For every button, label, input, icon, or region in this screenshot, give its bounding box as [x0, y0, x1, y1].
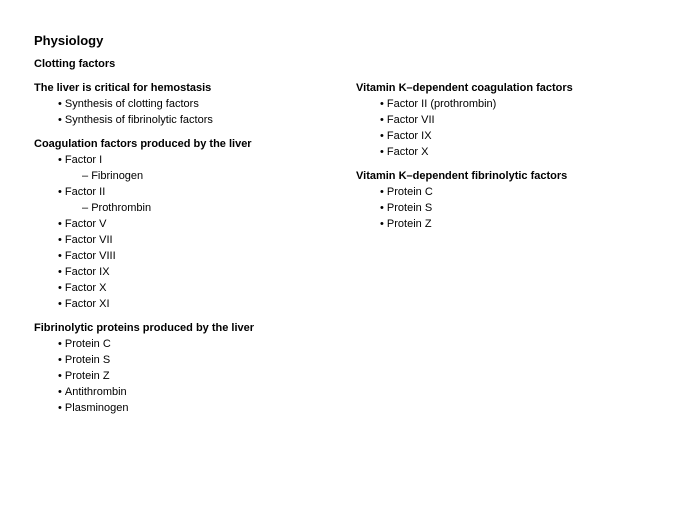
section-heading: The liver is critical for hemostasis [34, 82, 212, 94]
list-item: • Factor X [34, 280, 254, 296]
list-item: • Antithrombin [34, 384, 254, 400]
sub-list-item: – Prothrombin [34, 200, 254, 216]
list-item: • Factor XI [34, 296, 254, 312]
section-vitamin-k-dependent-coagulation-factors [356, 80, 573, 160]
section-the-liver-is-critical-for-hemostasis [34, 80, 254, 128]
list-item: • Factor VII [356, 112, 573, 128]
bullet-list [356, 184, 573, 232]
right-column [356, 80, 573, 240]
list-item: • Protein C [356, 184, 573, 200]
list-item: • Protein Z [34, 368, 254, 384]
list-item: • Protein C [34, 336, 254, 352]
section-heading: Fibrinolytic proteins produced by the liver [34, 322, 255, 334]
list-item: • Factor V [34, 216, 254, 232]
section-heading: Coagulation factors produced by the liver [34, 138, 252, 150]
list-item: • Synthesis of fibrinolytic factors [34, 112, 254, 128]
list-item: • Factor II [34, 184, 254, 200]
left-column [34, 80, 254, 424]
list-item: • Factor VII [34, 232, 254, 248]
list-item: • Factor II (prothrombin) [356, 96, 573, 112]
list-item: • Factor IX [356, 128, 573, 144]
list-item: • Synthesis of clotting factors [34, 96, 254, 112]
page-title: Physiology [34, 33, 104, 48]
sub-list-item: – Fibrinogen [34, 168, 254, 184]
section-coagulation-factors-produced-by-the-liver [34, 136, 254, 312]
section-fibrinolytic-proteins-produced-by-the-liver [34, 320, 254, 416]
bullet-list [34, 152, 254, 312]
list-item: • Protein Z [356, 216, 573, 232]
list-item: • Factor IX [34, 264, 254, 280]
bullet-list [356, 96, 573, 160]
section-heading: Vitamin K–dependent fibrinolytic factors [356, 170, 568, 182]
list-item: • Protein S [356, 200, 573, 216]
bullet-list [34, 336, 254, 416]
list-item: • Factor X [356, 144, 573, 160]
section-vitamin-k-dependent-fibrinolytic-factors [356, 168, 573, 232]
list-item: • Factor I [34, 152, 254, 168]
list-item: • Plasminogen [34, 400, 254, 416]
bullet-list [34, 96, 254, 128]
list-item: • Protein S [34, 352, 254, 368]
section-heading: Vitamin K–dependent coagulation factors [356, 82, 573, 94]
list-item: • Factor VIII [34, 248, 254, 264]
page-subtitle: Clotting factors [34, 58, 116, 70]
